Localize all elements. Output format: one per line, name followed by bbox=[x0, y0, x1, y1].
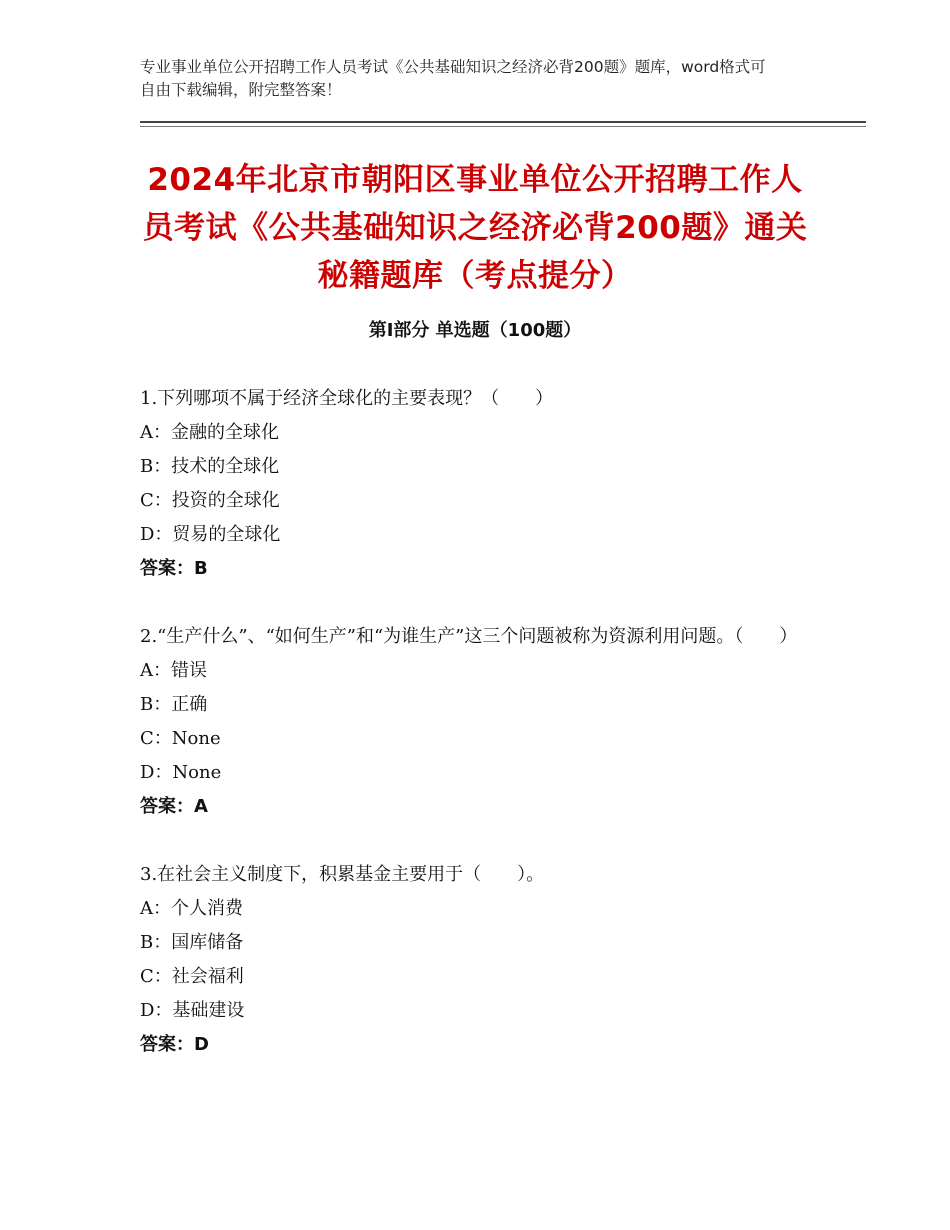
option-d: D：基础建设 bbox=[140, 1000, 245, 1021]
question-list bbox=[140, 382, 820, 1096]
question-3 bbox=[140, 858, 820, 1062]
option-c: C：社会福利 bbox=[140, 966, 244, 987]
question-stem: 1.下列哪项不属于经济全球化的主要表现？（ ） bbox=[140, 388, 554, 409]
option-c: C：投资的全球化 bbox=[140, 490, 280, 511]
option-c: C：None bbox=[140, 728, 221, 749]
header-divider-thick bbox=[140, 121, 866, 123]
question-stem: 2.“生产什么”、“如何生产”和“为谁生产”这三个问题被称为资源利用问题。（ ） bbox=[140, 626, 798, 647]
option-b: B：正确 bbox=[140, 694, 208, 715]
document-title: 2024年北京市朝阳区事业单位公开招聘工作人员考试《公共基础知识之经济必背200题》通关秘籍题库（考点提分） bbox=[142, 162, 808, 294]
option-d: D：贸易的全球化 bbox=[140, 524, 281, 545]
question-stem: 3.在社会主义制度下，积累基金主要用于（ ）。 bbox=[140, 864, 545, 885]
answer-line: 答案：A bbox=[140, 796, 208, 817]
option-b: B：技术的全球化 bbox=[140, 456, 280, 477]
option-b: B：国库储备 bbox=[140, 932, 244, 953]
answer-line: 答案：D bbox=[140, 1034, 209, 1055]
option-a: A：个人消费 bbox=[140, 898, 243, 919]
answer-line: 答案：B bbox=[140, 558, 208, 579]
option-a: A：金融的全球化 bbox=[140, 422, 279, 443]
header-divider-thin bbox=[140, 126, 866, 127]
option-d: D：None bbox=[140, 762, 222, 783]
part-heading: 第Ⅰ部分 单选题（100题） bbox=[368, 320, 582, 341]
question-1 bbox=[140, 382, 820, 586]
document-header-note: 专业事业单位公开招聘工作人员考试《公共基础知识之经济必背200题》题库，word格式可自由下载编辑，附完整答案！ bbox=[140, 58, 766, 99]
option-a: A：错误 bbox=[140, 660, 207, 681]
question-2 bbox=[140, 620, 820, 824]
